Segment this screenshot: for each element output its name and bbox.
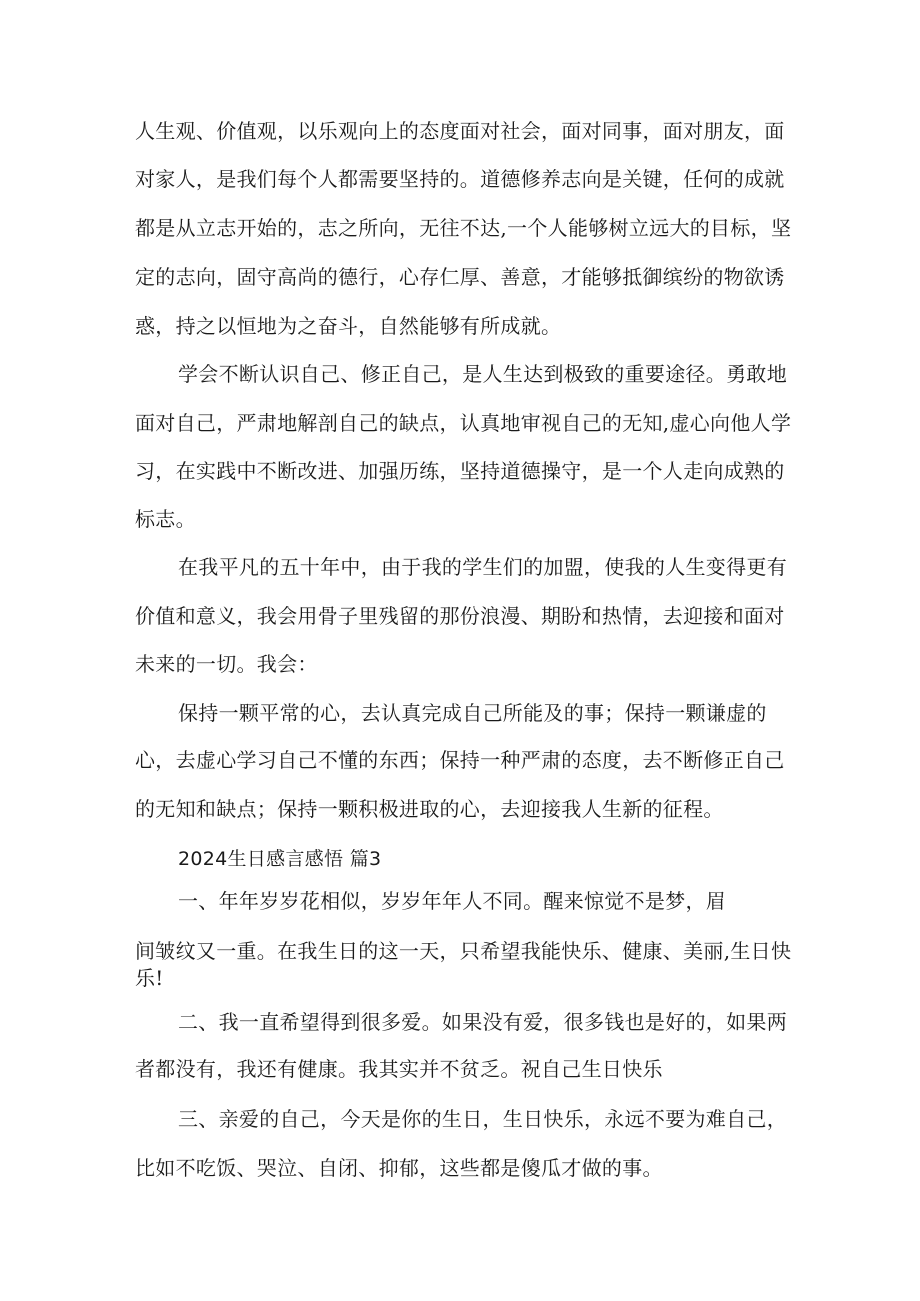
text-line: 一、年年岁岁花相似，岁岁年年人不同。醒来惊觉不是梦，眉: [178, 889, 727, 913]
text-line: 间皱纹又一重。在我生日的这一天，只希望我能快乐、健康、美丽,生日快: [135, 939, 792, 963]
text-line: 的无知和缺点；保持一颗积极进取的心，去迎接我人生新的征程。: [135, 797, 724, 821]
text-line: 比如不吃饭、哭泣、自闭、抑郁，这些都是傻瓜才做的事。: [135, 1156, 663, 1180]
text-line: 面对自己，严肃地解剖自己的缺点，认真地审视自己的无知,虚心向他人学: [135, 411, 792, 435]
text-line: 心，去虚心学习自己不懂的东西；保持一种严肃的态度，去不断修正自己: [135, 748, 785, 772]
text-line: 习，在实践中不断改进、加强历练，坚持道德操守，是一个人走向成熟的: [135, 459, 785, 483]
text-line: 标志。: [135, 507, 196, 531]
text-line: 二、我一直希望得到很多爱。如果没有爱，很多钱也是好的，如果两: [178, 1010, 787, 1034]
text-line: 保持一颗平常的心，去认真完成自己所能及的事；保持一颗谦虚的: [178, 701, 767, 725]
text-line: 价值和意义，我会用骨子里残留的那份浪漫、期盼和热情，去迎接和面对: [135, 604, 785, 628]
text-line: 人生观、价值观，以乐观向上的态度面对社会，面对同事，面对朋友，面: [135, 119, 785, 143]
text-line: 定的志向，固守高尚的德行，心存仁厚、善意，才能够抵御缤纷的物欲诱: [135, 265, 785, 289]
text-line: 未来的一切。我会：: [135, 652, 318, 676]
text-line: 三、亲爱的自己，今天是你的生日，生日快乐，永远不要为难自己，: [178, 1107, 787, 1131]
text-line: 惑，持之以恒地为之奋斗，自然能够有所成就。: [135, 314, 562, 338]
text-line: 学会不断认识自己、修正自己，是人生达到极致的重要途径。勇敢地: [178, 362, 787, 386]
text-line: 乐!: [135, 966, 164, 990]
text-line: 都是从立志开始的，志之所向，无往不达,一个人能够树立远大的目标，坚: [135, 216, 792, 240]
text-line: 对家人，是我们每个人都需要坚持的。道德修养志向是关键，任何的成就: [135, 167, 785, 191]
text-line: 者都没有，我还有健康。我其实并不贫乏。祝自己生日快乐: [135, 1057, 663, 1081]
section-heading: 2024生日感言感悟 篇3: [178, 848, 382, 870]
text-line: 在我平凡的五十年中，由于我的学生们的加盟，使我的人生变得更有: [178, 555, 787, 579]
